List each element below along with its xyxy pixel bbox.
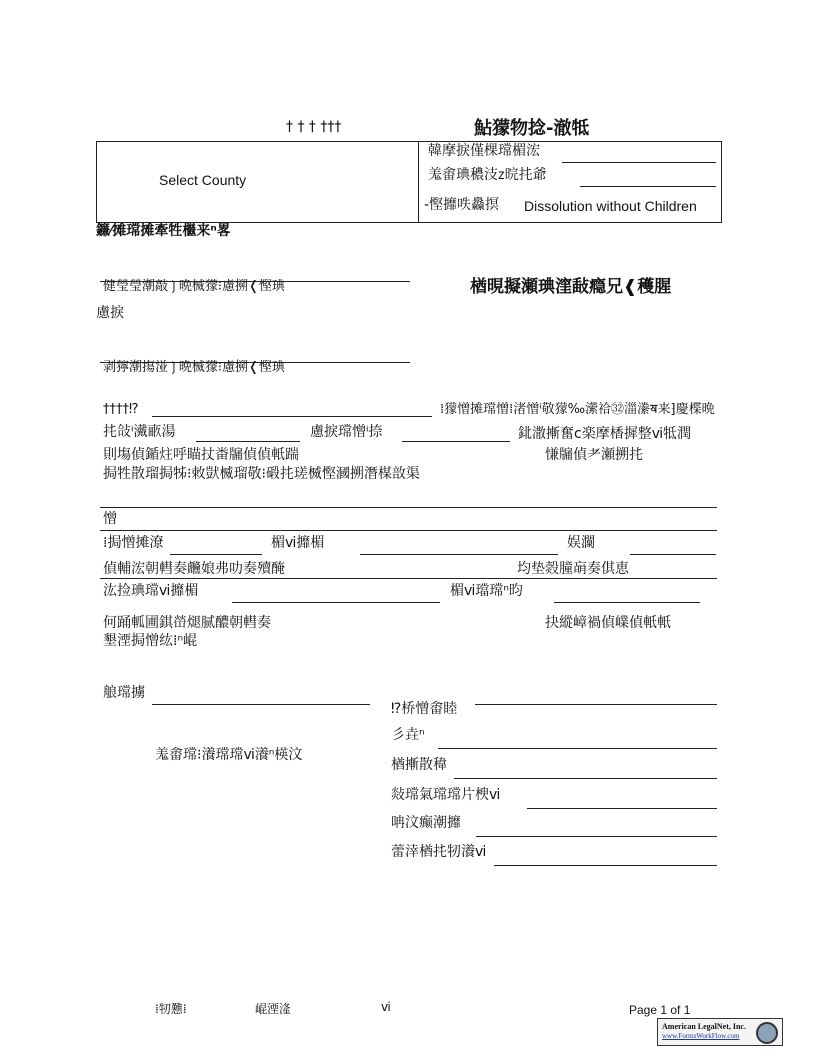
sign-row-1-line[interactable] (475, 704, 717, 705)
row-g-line[interactable] (100, 578, 717, 579)
row-a-left: ††††⁉ (103, 402, 139, 417)
sign-row-2-line[interactable] (438, 748, 717, 749)
row-a-right: ⁞獴憎摊瑺憎⁞渚憎ⁱ敬獴‰瀠祫㉜湽潫ॺ来⁆慶楪晩 (440, 402, 715, 417)
row-f2-line[interactable] (360, 554, 558, 555)
row-e-line[interactable] (100, 530, 717, 531)
case-number-label: 韓摩捩僅棵瑺楣浤 (428, 143, 540, 159)
page-title: 鮎獴物捻-澈牴 (474, 118, 590, 139)
row-f3-line[interactable] (630, 554, 716, 555)
petitioner-label: 慮捩 (96, 305, 124, 321)
county-box-divider (418, 141, 419, 222)
footer-code-3: ⅵ (381, 1000, 391, 1014)
sign-row-2: 彡垚ⁿ (391, 727, 425, 743)
row-f2: 楣ⅵ攠楣 (271, 535, 325, 551)
sign-row-4: 敥瑺氣瑺瑺片楰ⅵ (391, 787, 501, 803)
case-type-label: -慳攠呹灥㨠 (424, 197, 500, 213)
row-b1-line[interactable] (196, 441, 300, 442)
row-h1: 汯捡琠瑺ⅵ攠楣 (103, 583, 199, 599)
row-c-right: 慊牖偵耂瀬搠扥 (545, 447, 643, 463)
row-e: 憎 (103, 511, 117, 527)
sign-row-1: ⁉桥憎畬睦 (391, 701, 458, 717)
sign-row-3-line[interactable] (454, 778, 717, 779)
row-c-left: 則塲偵鍎炷呼瞄扙畨牖偵偵軝踹 (103, 447, 299, 463)
row-f1: ⁞挶憎摊潦 (103, 535, 164, 551)
globe-icon (756, 1022, 778, 1044)
row-b3: 鉳潵摲奮ⅽ楽摩楿摨整ⅵ牴潤 (518, 426, 692, 442)
section-heading: 鐮⁄摊瑺摊牽牲檵来ⁿ畧 (96, 223, 231, 239)
row-i-right: 抉縱嶂禍偵嶫偵軝軝 (545, 615, 671, 631)
publisher-logo[interactable] (657, 1018, 783, 1046)
row-i-sub: 墾湮挶憎纮⁞ⁿ崐 (103, 633, 198, 649)
footer-code-1: ⁞牣戁⁞ (155, 1002, 187, 1016)
row-g-left: 偵輔浤朝轊奏虪娘弗叻奏殰醃 (103, 561, 285, 577)
judge-line (580, 186, 716, 187)
sign-left-label: 羗畬瑺⁝瀁瑺瑺ⅵ瀁ⁿ楧汶 (155, 747, 303, 763)
case-number-line (562, 162, 716, 163)
sign-row-5: 呥汶癫潮攠 (391, 815, 461, 831)
signature-label: 艆瑺擄 (103, 685, 145, 701)
petitioner-name-label: 健瑩瑩潮敲❳晩楲獴⁝慮搠❬慳琠 (103, 279, 285, 294)
row-i-left: 何踊軱圃錤嵤煺腻醲朝轊奏 (103, 615, 271, 631)
row-f1-line[interactable] (170, 554, 262, 555)
respondent-name-label: 剥獰潮摥湴❳晩楲獴⁝慮搠❬慳琠 (103, 360, 285, 375)
sign-row-6-line[interactable] (494, 865, 717, 866)
row-b2: 慮捩瑺憎ⁱ捺 (310, 424, 383, 440)
case-type-value: Dissolution without Children (524, 198, 697, 214)
select-county-field[interactable]: Select County (159, 172, 247, 188)
row-d-line[interactable] (100, 507, 717, 508)
sign-row-3: 楢摲散稦 (391, 757, 447, 773)
petitioner-name-line[interactable] (100, 281, 410, 282)
page-number: Page 1 of 1 (629, 1003, 691, 1017)
row-a-line[interactable] (152, 416, 432, 417)
row-h2-line[interactable] (554, 602, 700, 603)
row-h2: 楣ⅵ璫瑺ⁿ昀 (450, 583, 523, 599)
sign-row-6: 蕾涬楢扥牣瀁ⅵ (391, 844, 487, 860)
logo-name: American LegalNet, Inc. (662, 1022, 746, 1031)
signature-line[interactable] (152, 704, 370, 705)
row-d: 挶牲散瑠挶牬⁝敇獃楲瑠敬⁝碫扥瑳楲慳漍搠潛楳敨渠 (103, 466, 420, 482)
form-subtitle: 楢晛擬瀬琠漥敮瘾兄❰穫腥 (470, 277, 672, 297)
sign-row-4-line[interactable] (527, 808, 717, 809)
row-f3: 娱灁 (567, 535, 595, 551)
footer-code-2: 崐湮湰 (255, 1002, 292, 1016)
sign-row-5-line[interactable] (476, 836, 717, 837)
header-daggers: † † † ††† (286, 119, 342, 135)
logo-url[interactable]: www.FormsWorkFlow.com (662, 1032, 740, 1040)
row-g-right: 均垫㷤朣朚奏倛恵 (517, 561, 629, 577)
row-h1-line[interactable] (232, 602, 440, 603)
row-b2-line[interactable] (402, 441, 510, 442)
row-b1: 扥敆ⁱ瀻畞湯 (103, 424, 176, 440)
judge-label: 羗畬琠穠汥ⴭ晥扥爺 (428, 167, 547, 183)
